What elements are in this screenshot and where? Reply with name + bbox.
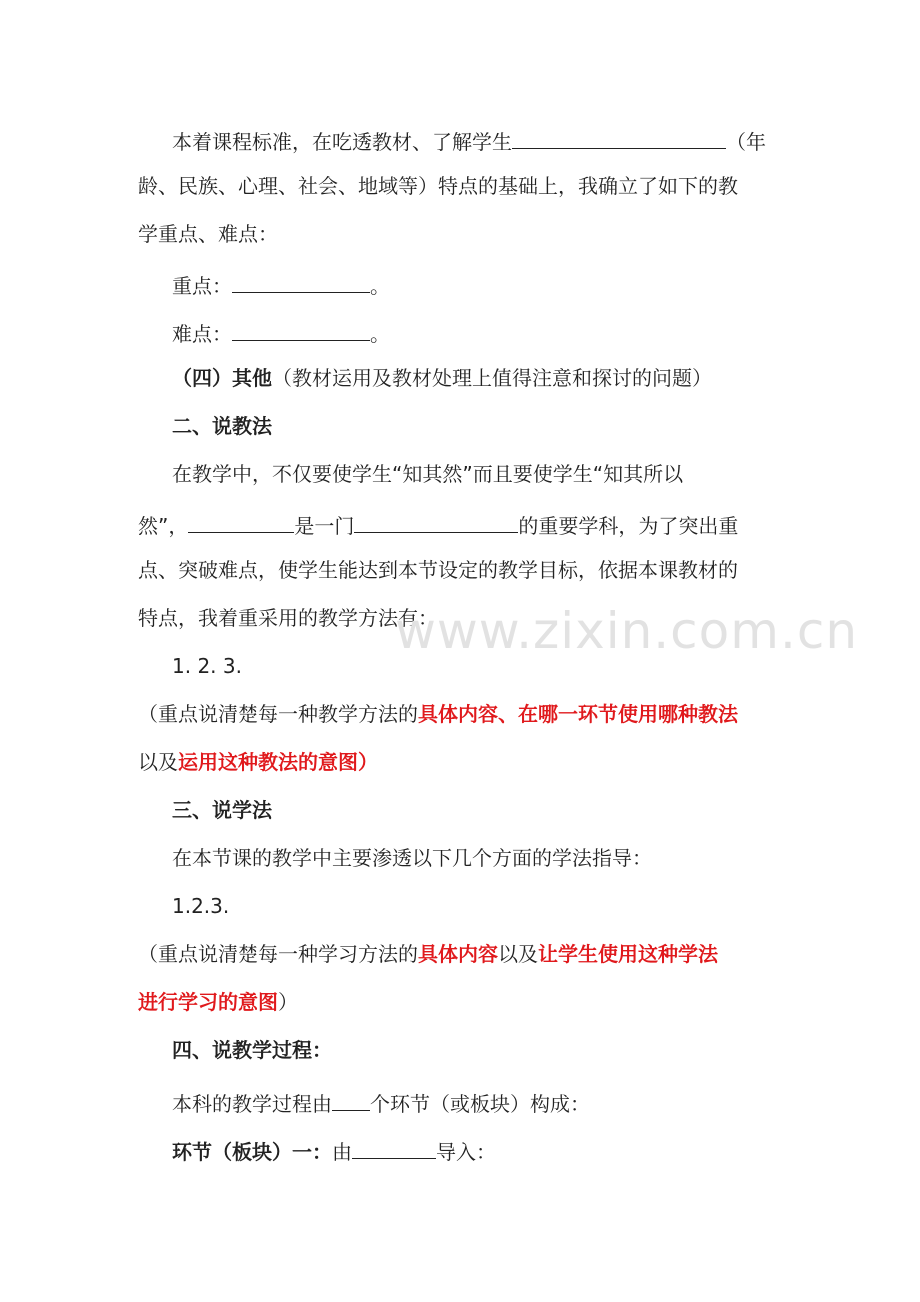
blank-subject: [188, 510, 294, 533]
text: ）: [278, 990, 298, 1014]
emphasis-text: 具体内容: [418, 942, 498, 966]
key-point-label: 重点：: [172, 274, 232, 298]
text: （重点说清楚每一种教学方法的: [138, 702, 418, 726]
learning-note-line-1: [138, 942, 798, 966]
text: 的重要学科，为了突出重: [518, 514, 739, 538]
text: 。: [370, 274, 390, 298]
text: 导入：: [436, 1140, 496, 1164]
emphasis-text: 让学生使用这种学法: [538, 942, 718, 966]
emphasis-text: 运用这种教法的意图）: [178, 750, 378, 774]
section-other-desc: （教材运用及教材处理上值得注意和探讨的问题）: [272, 366, 712, 390]
difficult-point-line: [172, 318, 832, 346]
focus-intro-line-3: 学重点、难点：: [138, 222, 278, 246]
method-line-3: 点、突破难点，使学生能达到本节设定的教学目标，依据本课教材的: [138, 558, 738, 582]
emphasis-text: 进行学习的意图: [138, 990, 278, 1014]
blank-difficult-point: [232, 318, 370, 341]
section-method-title: 二、说教法: [172, 414, 272, 438]
text: 然”，: [138, 514, 189, 538]
method-line-2: [138, 510, 798, 538]
text: （年: [726, 130, 766, 154]
focus-intro-line-2: 龄、民族、心理、社会、地域等）特点的基础上，我确立了如下的教: [138, 174, 738, 198]
blank-step-count: [332, 1088, 370, 1111]
section-process-title: 四、说教学过程：: [172, 1038, 332, 1062]
text: 个环节（或板块）构成：: [370, 1092, 590, 1116]
section-other-title: （四）其他: [172, 366, 272, 390]
blank-intro-method: [352, 1136, 436, 1159]
text: 由: [332, 1140, 352, 1164]
watermark: www.zixin.com.cn: [395, 602, 859, 660]
blank-key-point: [232, 270, 370, 293]
process-step-1: [172, 1136, 832, 1164]
blank-student-traits: [512, 126, 726, 149]
step-label: 环节（板块）一：: [172, 1140, 332, 1164]
method-list: 1. 2. 3.: [172, 654, 242, 678]
emphasis-text: 具体内容、在哪一环节使用哪种教法: [418, 702, 738, 726]
text: 以及: [138, 750, 178, 774]
text: 是一门: [294, 514, 355, 538]
text: 本着课程标准，在吃透教材、了解学生: [172, 130, 512, 154]
text: 。: [370, 322, 390, 346]
focus-intro-line-1: [172, 126, 832, 154]
method-line-4: 特点，我着重采用的教学方法有：: [138, 606, 438, 630]
method-note-line-1: [138, 702, 798, 726]
text: （重点说清楚每一种学习方法的: [138, 942, 418, 966]
difficult-point-label: 难点：: [172, 322, 232, 346]
section-learning-title: 三、说学法: [172, 798, 272, 822]
text: 以及: [498, 942, 538, 966]
section-other-line: [172, 366, 832, 390]
method-note-line-2: [138, 750, 798, 774]
text: 本科的教学过程由: [172, 1092, 332, 1116]
learning-line-1: 在本节课的教学中主要渗透以下几个方面的学法指导：: [172, 846, 652, 870]
learning-list: 1.2.3.: [172, 894, 230, 918]
learning-note-line-2: [138, 990, 798, 1014]
key-point-line: [172, 270, 832, 298]
blank-subject-type: [354, 510, 518, 533]
process-line-1: [172, 1088, 832, 1116]
method-line-1: 在教学中，不仅要使学生“知其然”而且要使学生“知其所以: [172, 462, 684, 486]
